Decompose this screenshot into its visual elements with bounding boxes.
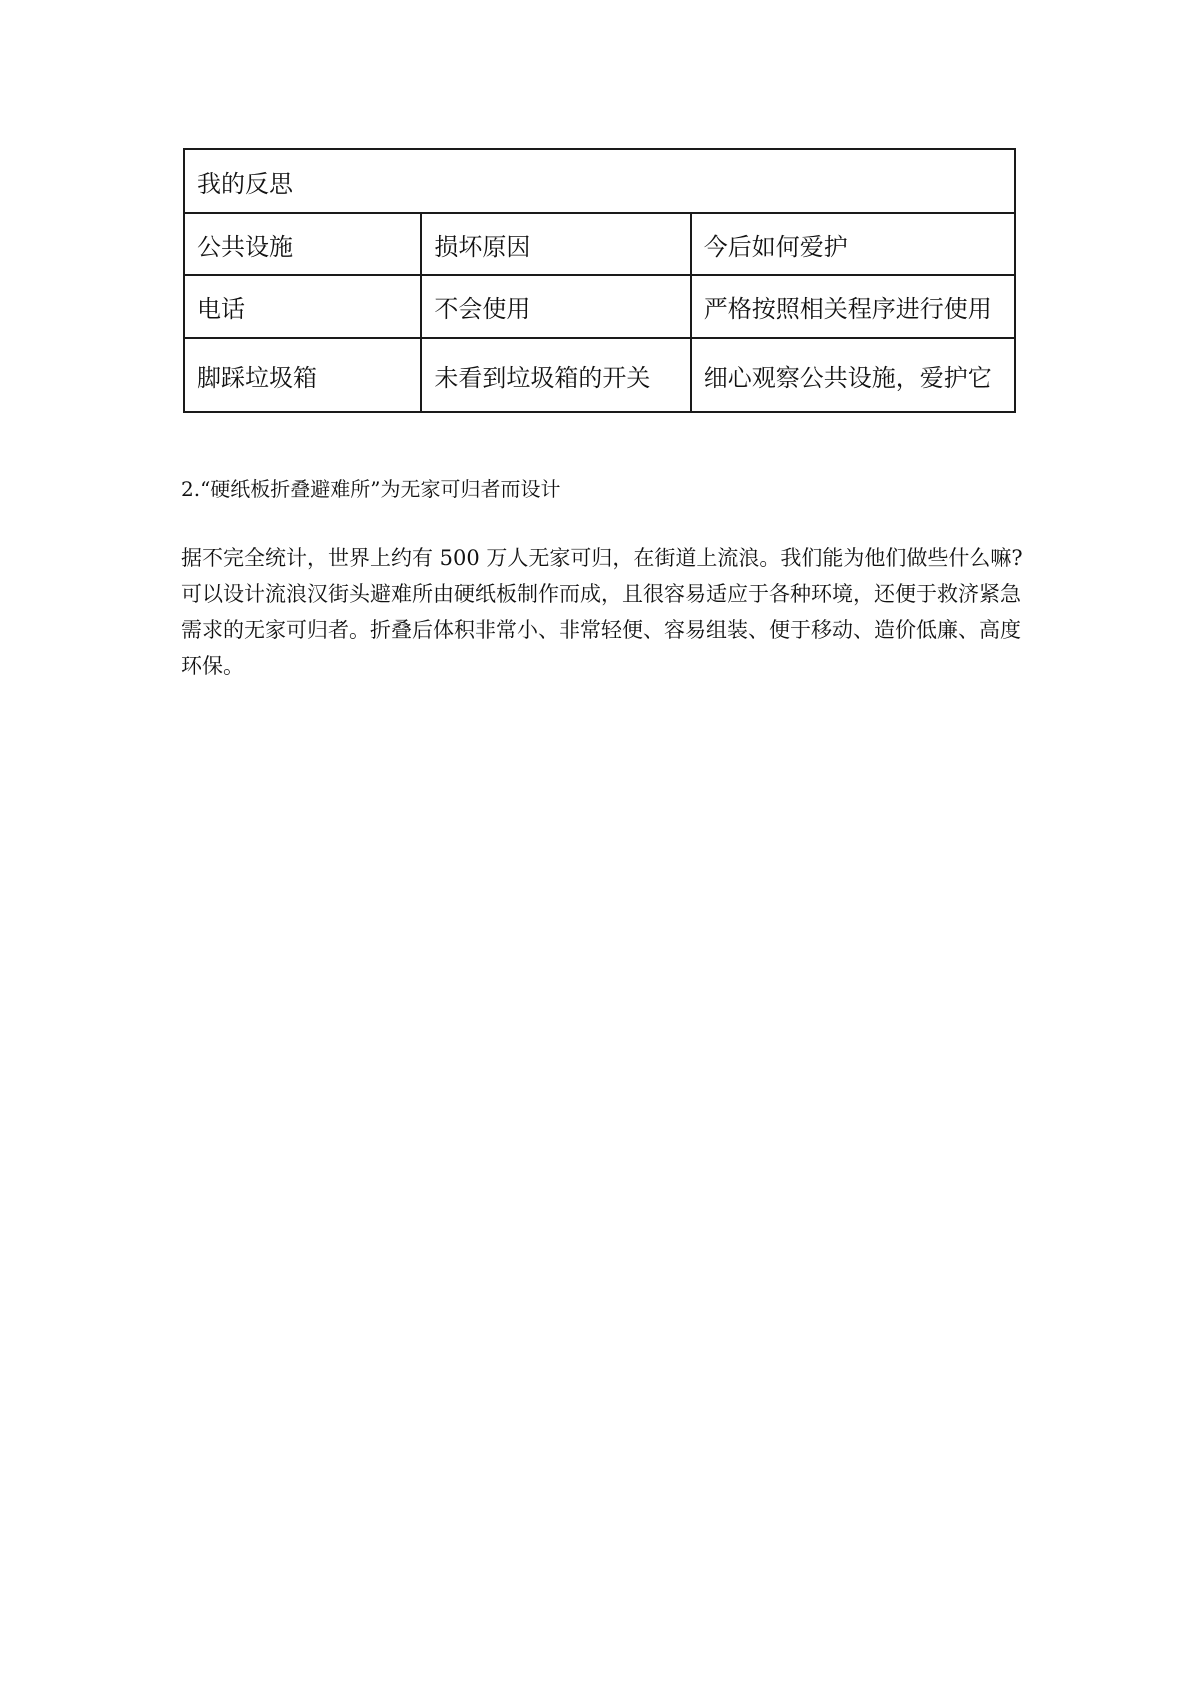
table-cell: 未看到垃圾箱的开关 [421, 338, 690, 412]
reflection-table [183, 148, 1016, 413]
table-title: 我的反思 [184, 149, 1015, 213]
column-header-facility: 公共设施 [184, 213, 421, 275]
table-header-row [184, 213, 1015, 275]
paragraph-line: 据不完全统计，世界上约有 500 万人无家可归，在街道上流浪。我们能为他们做些什么嘛? [181, 546, 1023, 570]
table-cell: 脚踩垃圾箱 [184, 338, 421, 412]
table-row [184, 338, 1015, 412]
paragraph-line: 需求的无家可归者。折叠后体积非常小、非常轻便、容易组装、便于移动、造价低廉、高度 [181, 618, 1021, 642]
column-header-future-care: 今后如何爱护 [691, 213, 1015, 275]
table-row [184, 275, 1015, 338]
paragraph-line: 可以设计流浪汉街头避难所由硬纸板制作而成，且很容易适应于各种环境，还便于救济紧急 [181, 582, 1021, 606]
section-heading: 2.“硬纸板折叠避难所”为无家可归者而设计 [181, 477, 561, 501]
table-cell: 电话 [184, 275, 421, 338]
table-title-row [184, 149, 1015, 213]
table-cell: 不会使用 [421, 275, 690, 338]
section-paragraph [181, 540, 1021, 684]
table-cell: 严格按照相关程序进行使用 [691, 275, 1015, 338]
column-header-damage-cause: 损坏原因 [421, 213, 690, 275]
paragraph-line: 环保。 [181, 654, 244, 678]
table-cell: 细心观察公共设施，爱护它 [691, 338, 1015, 412]
